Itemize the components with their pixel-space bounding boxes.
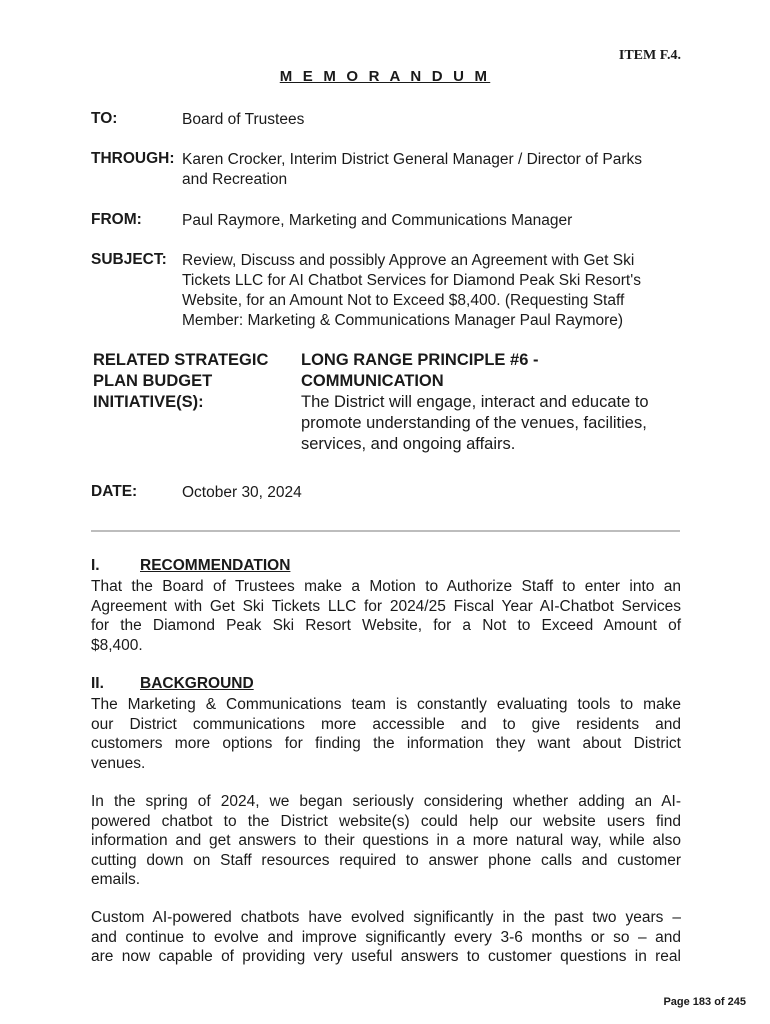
background-paragraph-3 <box>91 908 681 967</box>
paragraph-line: for the Diamond Peak Ski Resort Website, for a Not to Exceed Amount of <box>91 617 681 634</box>
subject-line: Member: Marketing & Communications Manager Paul Raymore) <box>182 312 624 329</box>
subject-line: Tickets LLC for AI Chatbot Services for Diamond Peak Ski Resort's <box>182 272 641 289</box>
paragraph-line: customers more options for finding the information they want about District <box>91 735 681 752</box>
paragraph-line: $8,400. <box>91 636 143 654</box>
principle-text-line: promote understanding of the venues, facilities, <box>301 414 647 432</box>
subject-line: Review, Discuss and possibly Approve an Agreement with Get Ski <box>182 252 635 269</box>
paragraph-line: information and get answers to their questions in a more natural way, while also <box>91 832 681 849</box>
to-value: Board of Trustees <box>182 111 305 128</box>
through-line: and Recreation <box>182 171 288 188</box>
horizontal-divider <box>91 530 680 532</box>
paragraph-line: That the Board of Trustees make a Motion to Authorize Staff to enter into an <box>91 578 681 595</box>
strategic-plan-label <box>93 350 268 413</box>
section-title-recommendation: RECOMMENDATION <box>140 557 291 574</box>
date-value: October 30, 2024 <box>182 484 302 501</box>
item-label: ITEM F.4. <box>618 48 681 63</box>
paragraph-line: emails. <box>91 871 141 888</box>
page-number: Page 183 of 245 <box>663 996 746 1008</box>
paragraph-line: powered chatbot to the District website(s) could help our website users find <box>91 812 681 830</box>
to-label: TO: <box>91 110 118 127</box>
subject-line: Website, for an Amount Not to Exceed $8,400. (Requesting Staff <box>182 292 625 309</box>
strategic-plan-label-line: INITIATIVE(S): <box>93 393 204 411</box>
paragraph-line: The Marketing & Communications team is constantly evaluating tools to make <box>91 696 681 713</box>
paragraph-line: In the spring of 2024, we began seriously considering whether adding an AI- <box>91 793 681 810</box>
principle-heading-line: COMMUNICATION <box>301 372 444 390</box>
background-paragraph-1 <box>91 695 681 773</box>
subject-label: SUBJECT: <box>91 251 167 268</box>
paragraph-line: venues. <box>91 754 146 772</box>
principle-heading-line: LONG RANGE PRINCIPLE #6 - <box>301 351 539 369</box>
paragraph-line: cutting down on Staff resources required to answer phone calls and customer <box>91 851 681 869</box>
paragraph-line: and continue to evolve and improve significantly every 3-6 months or so – and <box>91 928 681 946</box>
paragraph-line: our District communications more accessible and to give residents and <box>91 715 681 733</box>
subject-value <box>182 251 641 331</box>
background-paragraph-2 <box>91 792 681 890</box>
recommendation-paragraph <box>91 577 681 655</box>
from-label: FROM: <box>91 211 142 228</box>
section-title-background: BACKGROUND <box>140 675 254 692</box>
through-label: THROUGH: <box>91 150 175 167</box>
strategic-plan-label-line: PLAN BUDGET <box>93 372 213 390</box>
paragraph-line: are now capable of providing very useful answers to customer questions in real <box>91 948 681 965</box>
date-label: DATE: <box>91 483 138 500</box>
principle-text-line: The District will engage, interact and educate to <box>301 393 649 411</box>
strategic-plan-value <box>301 350 649 455</box>
through-value <box>182 150 642 190</box>
paragraph-line: Agreement with Get Ski Tickets LLC for 2024/25 Fiscal Year AI-Chatbot Services <box>91 597 681 615</box>
memo-title: M E M O R A N D U M <box>279 68 491 85</box>
principle-text-line: services, and ongoing affairs. <box>301 435 516 453</box>
from-value: Paul Raymore, Marketing and Communications Manager <box>182 212 573 229</box>
section-number: II. <box>91 675 104 692</box>
section-number: I. <box>91 557 100 574</box>
strategic-plan-label-line: RELATED STRATEGIC <box>93 351 269 369</box>
through-line: Karen Crocker, Interim District General Manager / Director of Parks <box>182 151 642 168</box>
paragraph-line: Custom AI-powered chatbots have evolved significantly in the past two years – <box>91 909 681 926</box>
